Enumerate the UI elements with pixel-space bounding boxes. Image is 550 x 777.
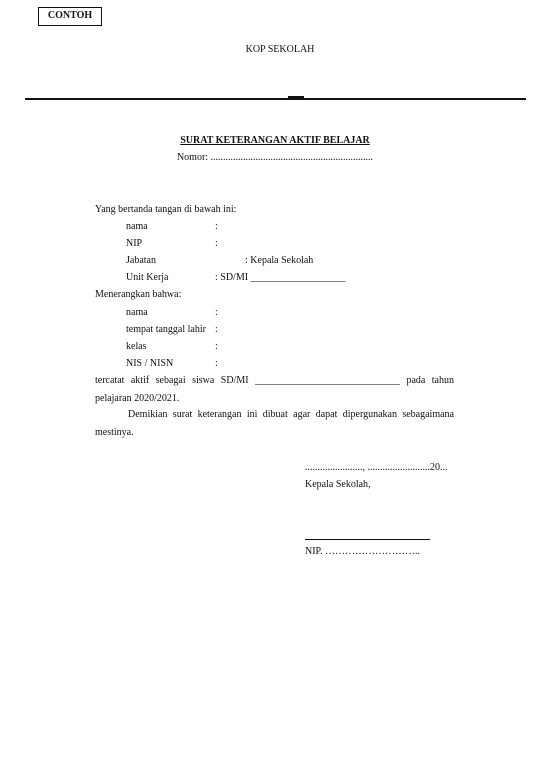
body-paragraph: tercatat aktif sebagai siswa SD/MI _____________________________ pada tahun pelajaran 2020/2021.	[95, 375, 454, 404]
signer-name-label: nama	[126, 221, 148, 232]
signature-role: Kepala Sekolah,	[305, 479, 371, 490]
signer-nip-label: NIP	[126, 238, 143, 249]
signer-name-value: :	[215, 221, 218, 232]
closing-paragraph: Demikian surat keterangan ini dibuat agar dapat dipergunakan sebagaimana mestinya.	[95, 409, 454, 438]
student-nis-value: :	[215, 358, 218, 369]
letter-title: SURAT KETERANGAN AKTIF BELAJAR	[180, 135, 370, 146]
intro-text: Yang bertanda tangan di bawah ini:	[95, 204, 237, 215]
school-letterhead: KOP SEKOLAH	[245, 44, 315, 55]
signer-position-value: : Kepala Sekolah	[245, 255, 314, 266]
sample-stamp: CONTOH	[38, 7, 102, 26]
student-name-value: :	[215, 307, 218, 318]
signature-place-date: ......................., .........................20...	[305, 462, 448, 473]
signer-position-label: Jabatan	[126, 255, 156, 266]
student-class-value: :	[215, 341, 218, 352]
student-nis-label: NIS / NISN	[126, 358, 174, 369]
signature-nip: NIP. ………………………..	[305, 546, 421, 557]
signer-unit-label: Unit Kerja	[126, 272, 169, 283]
declares-text: Menerangkan bahwa:	[95, 289, 182, 300]
student-birth-label: tempat tanggal lahir	[126, 324, 206, 335]
signer-unit-value: : SD/MI ___________________	[215, 272, 346, 283]
letter-number: Nomor: .................................................................	[176, 152, 374, 163]
student-class-label: kelas	[126, 341, 147, 352]
signer-nip-value: :	[215, 238, 218, 249]
student-birth-value: :	[215, 324, 218, 335]
student-name-label: nama	[126, 307, 148, 318]
signature-line	[305, 539, 430, 540]
letterhead-divider	[25, 98, 526, 100]
